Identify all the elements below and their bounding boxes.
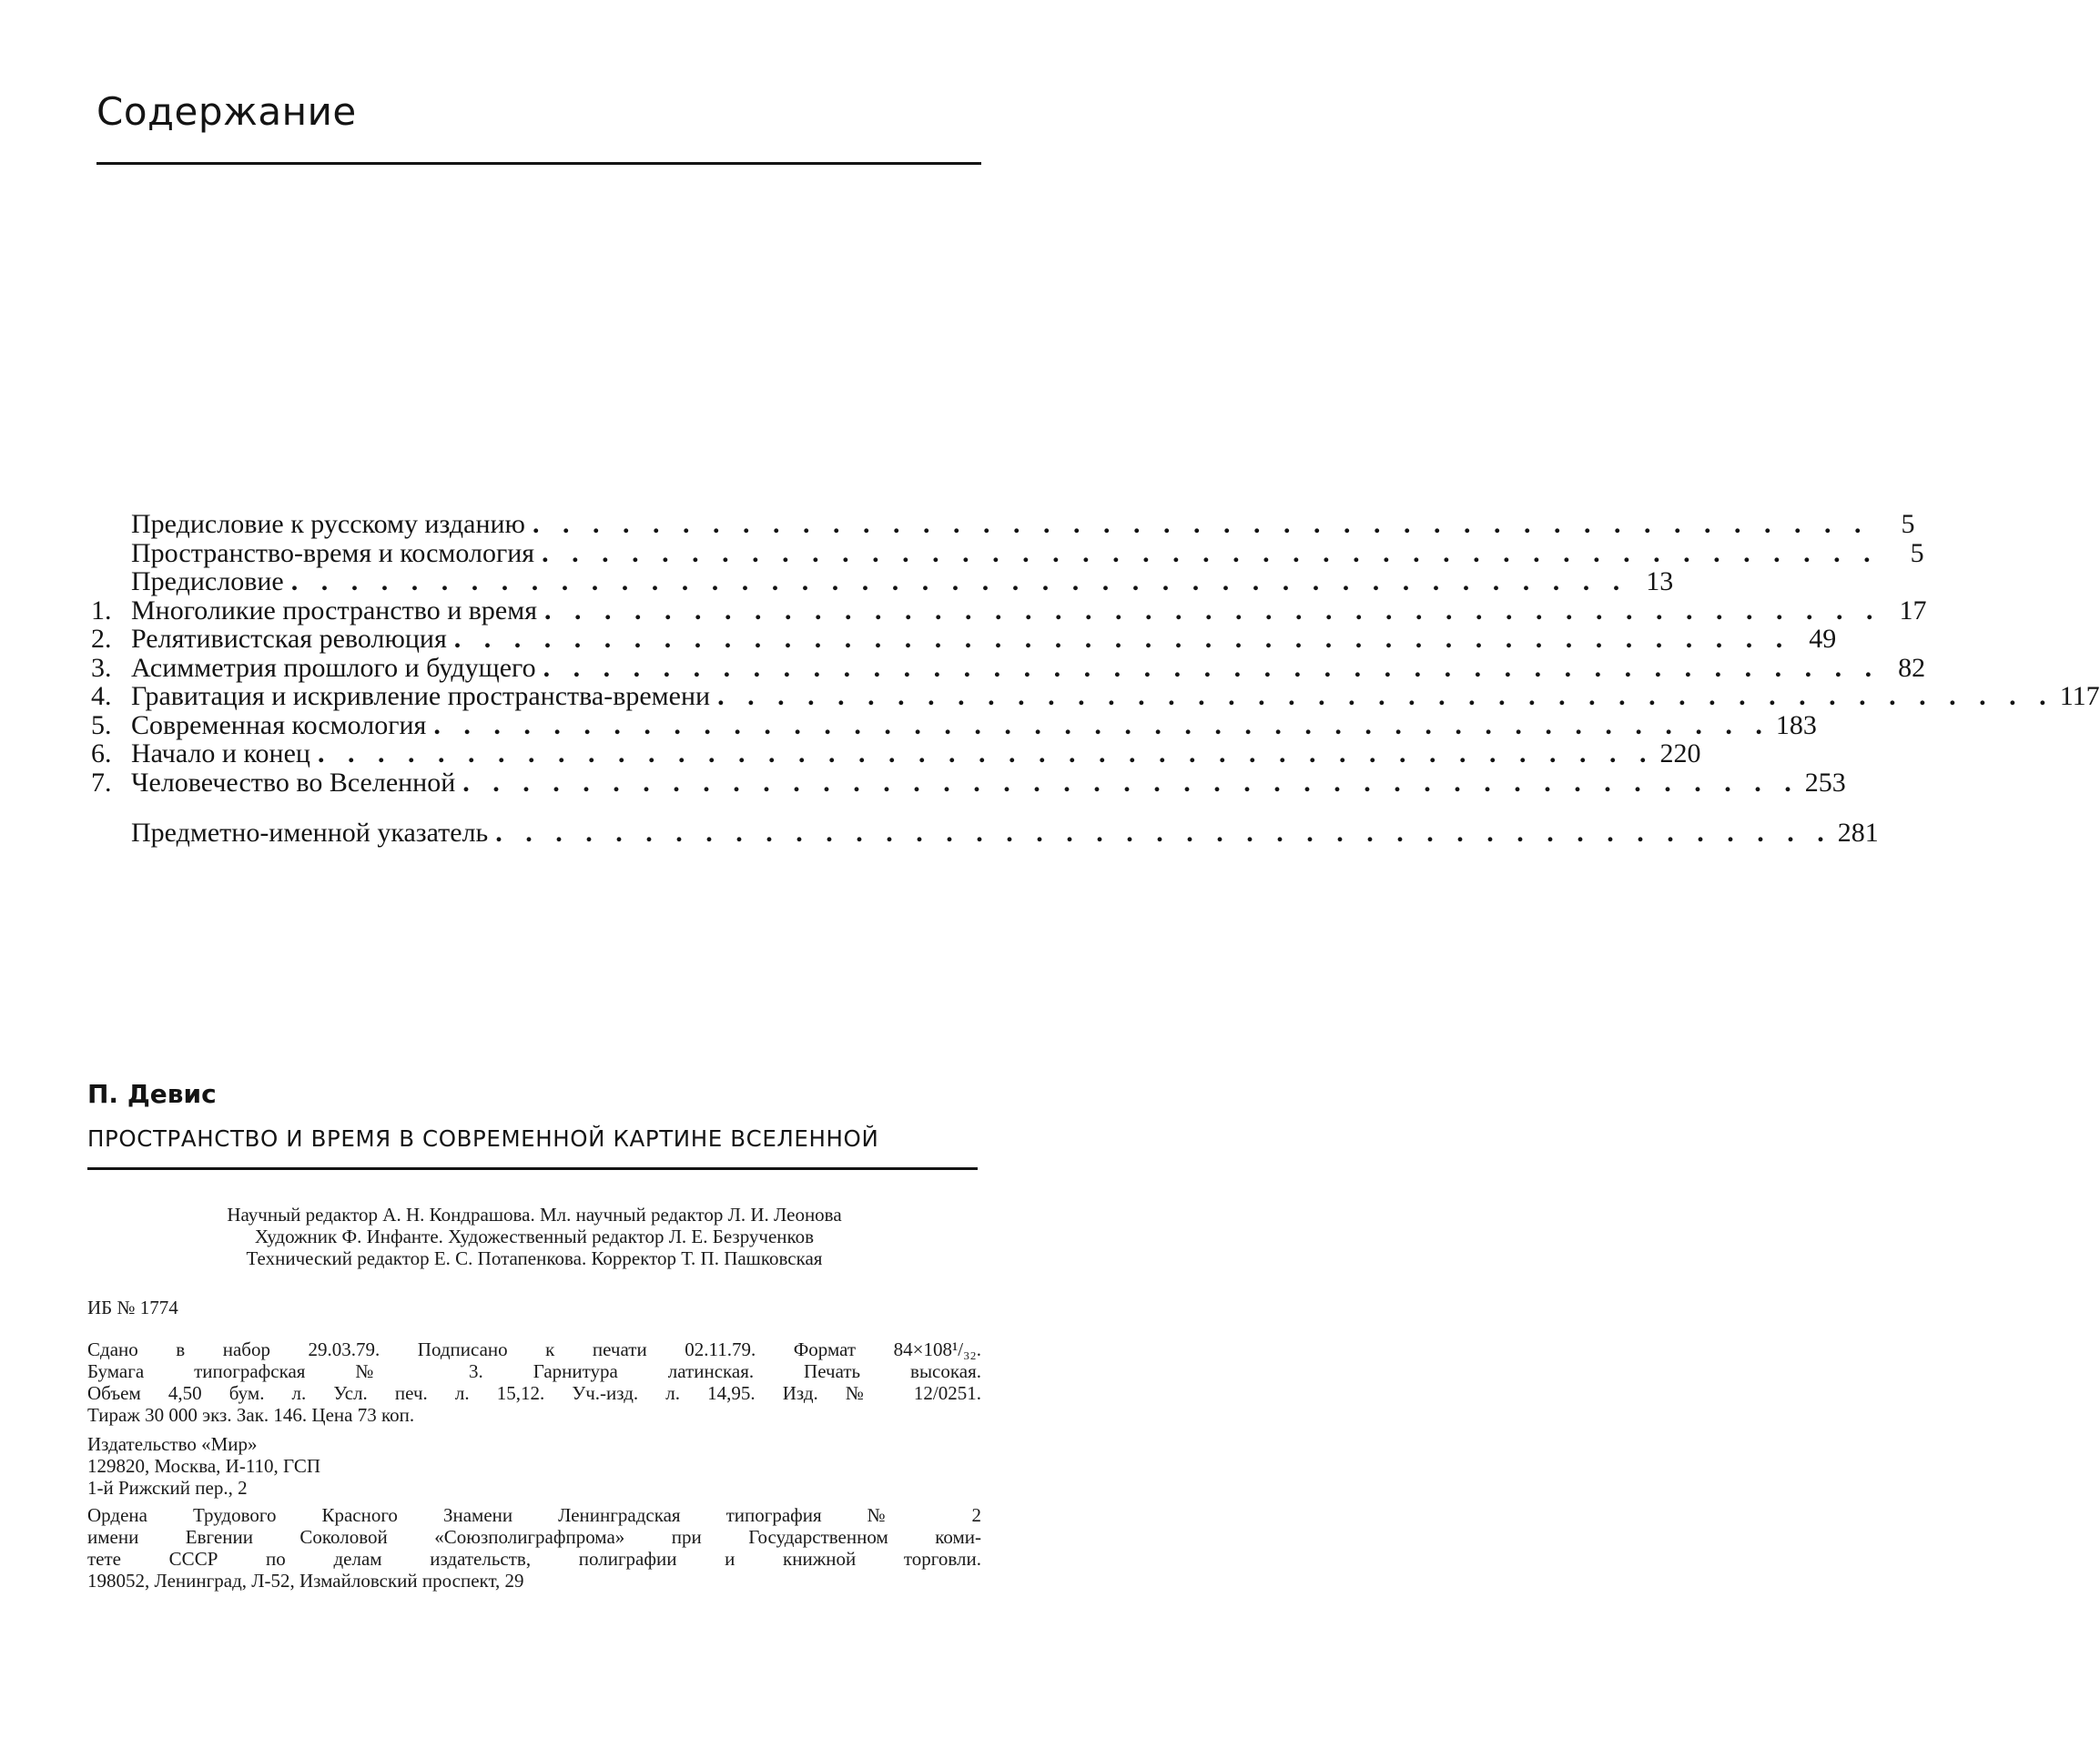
toc-entry-page: 49 [1809,624,1837,654]
page-title: Содержание [96,89,357,134]
toc-leader-dots: . . . . . . . . . . . . . . . . . . . . . . . . . . . . . . . . . . . . . . . . . . . . . [544,595,1882,626]
toc-leader-dots: . . . . . . . . . . . . . . . . . . . . . . . . . . . . . . . . . . . . . . . . . . . . . [462,767,1800,798]
toc-entry-number: 4. [91,681,112,711]
toc-entry-page: 220 [1659,738,1701,768]
toc-entry-page: 5 [1910,537,1924,568]
printing-house [87,1504,981,1592]
toc-entry-title: Человечество во Вселенной [131,767,456,798]
publisher-address [87,1433,981,1499]
toc-entry [91,566,1674,596]
toc-entry [91,509,1915,539]
toc-leader-dots: . . . . . . . . . . . . . . . . . . . . . . . . . . . . . . . . . . . . . . . . . . . . . [542,537,1879,568]
toc-leader-dots: . . . . . . . . . . . . . . . . . . . . . . . . . . . . . . . . . . . . . . . . . . . . . [717,681,2054,711]
toc-entry [91,709,1817,740]
toc-entry-page: 253 [1804,767,1846,798]
publisher-line: 129820, Москва, И-110, ГСП [87,1455,321,1477]
toc-entry-title: Начало и конец [131,738,310,768]
toc-entry-page: 281 [1837,818,1879,848]
specs-line: Объем 4,50 бум. л. Усл. печ. л. 15,12. Уч.-изд. л. 14,95. Изд. № 12/0251. [87,1382,981,1404]
toc-entry-title: Гравитация и искривление пространства-времени [131,681,711,711]
toc-leader-dots: . . . . . . . . . . . . . . . . . . . . . . . . . . . . . . . . . . . . . . . . . . . . . [290,566,1628,596]
toc-entry-page: 13 [1646,566,1674,596]
toc-entry [91,681,2100,711]
toc-entry-title: Пространство-время и космология [131,537,535,568]
toc-entry-title: Предисловие [131,566,284,596]
toc-entry-page: 183 [1775,709,1817,740]
toc-entry-number: 1. [91,595,112,626]
specs-line: Бумага типографская № 3. Гарнитура латинская. Печать высокая. [87,1360,981,1382]
toc-entry-page: 82 [1898,652,1926,683]
toc-entry-number: 6. [91,738,112,768]
toc-entry-page: 117 [2059,681,2100,711]
publisher-line: Издательство «Мир» [87,1433,258,1455]
toc-entry [91,652,1926,683]
editorial-credits [87,1204,981,1269]
toc-leader-dots: . . . . . . . . . . . . . . . . . . . . . . . . . . . . . . . . . . . . . . . . . . . . . [433,709,1770,740]
toc-entry-page: 5 [1901,509,1915,539]
book-title: ПРОСТРАНСТВО И ВРЕМЯ В СОВРЕМЕННОЙ КАРТИНЕ ВСЕЛЕННОЙ [87,1125,879,1152]
specs-line: Тираж 30 000 экз. Зак. 146. Цена 73 коп. [87,1404,415,1426]
toc-entry-number: 5. [91,709,112,740]
colophon-divider [87,1167,978,1170]
credits-line: Технический редактор Е. С. Потапенкова. Корректор Т. П. Пашковская [246,1247,823,1269]
toc-leader-dots: . . . . . . . . . . . . . . . . . . . . . . . . . . . . . . . . . . . . . . . . . . . . . [532,509,1870,539]
toc-leader-dots: . . . . . . . . . . . . . . . . . . . . . . . . . . . . . . . . . . . . . . . . . . . . . [453,624,1791,654]
print-specifications [87,1338,981,1426]
specs-line: Сдано в набор 29.03.79. Подписано к печати 02.11.79. Формат 84×108¹/₃₂. [87,1338,981,1360]
toc-entry-title: Предисловие к русскому изданию [131,509,525,539]
toc-entry [91,767,1846,798]
publisher-line: 1-й Рижский пер., 2 [87,1477,248,1499]
toc-entry-title: Современная космология [131,709,427,740]
printer-line: тете СССР по делам издательств, полиграфии и книжной торговли. [87,1548,981,1570]
toc-entry-title: Предметно-именной указатель [131,818,489,848]
toc-entry [91,537,1924,568]
title-divider [96,162,981,165]
toc-entry-page: 17 [1899,595,1927,626]
credits-line: Научный редактор А. Н. Кондрашова. Мл. научный редактор Л. И. Леонова [227,1204,842,1226]
credits-line: Художник Ф. Инфанте. Художественный редактор Л. Е. Безрученков [254,1226,815,1247]
toc-entry [91,624,1837,654]
printer-line: 198052, Ленинград, Л-52, Измайловский проспект, 29 [87,1570,524,1592]
toc-entry [91,738,1701,768]
toc-leader-dots: . . . . . . . . . . . . . . . . . . . . . . . . . . . . . . . . . . . . . . . . . . . . . [495,818,1832,848]
toc-entry-title: Релятивистская революция [131,624,447,654]
printer-line: Ордена Трудового Красного Знамени Ленинградская типография № 2 [87,1504,981,1526]
toc-leader-dots: . . . . . . . . . . . . . . . . . . . . . . . . . . . . . . . . . . . . . . . . . . . . . [317,738,1655,768]
toc-entry-title: Многоликие пространство и время [131,595,538,626]
toc-entry-number: 3. [91,652,112,683]
table-of-contents [91,509,2100,848]
toc-entry-number: 2. [91,624,112,654]
toc-entry-index [91,818,1879,848]
ib-number: ИБ № 1774 [87,1297,178,1318]
toc-entry-title: Асимметрия прошлого и будущего [131,652,536,683]
toc-entry-number: 7. [91,767,112,798]
toc-leader-dots: . . . . . . . . . . . . . . . . . . . . . . . . . . . . . . . . . . . . . . . . . . . . . [543,652,1881,683]
book-author: П. Девис [87,1079,217,1109]
printer-line: имени Евгении Соколовой «Союзполиграфпрома» при Государственном коми- [87,1526,981,1548]
toc-entry [91,595,1927,626]
